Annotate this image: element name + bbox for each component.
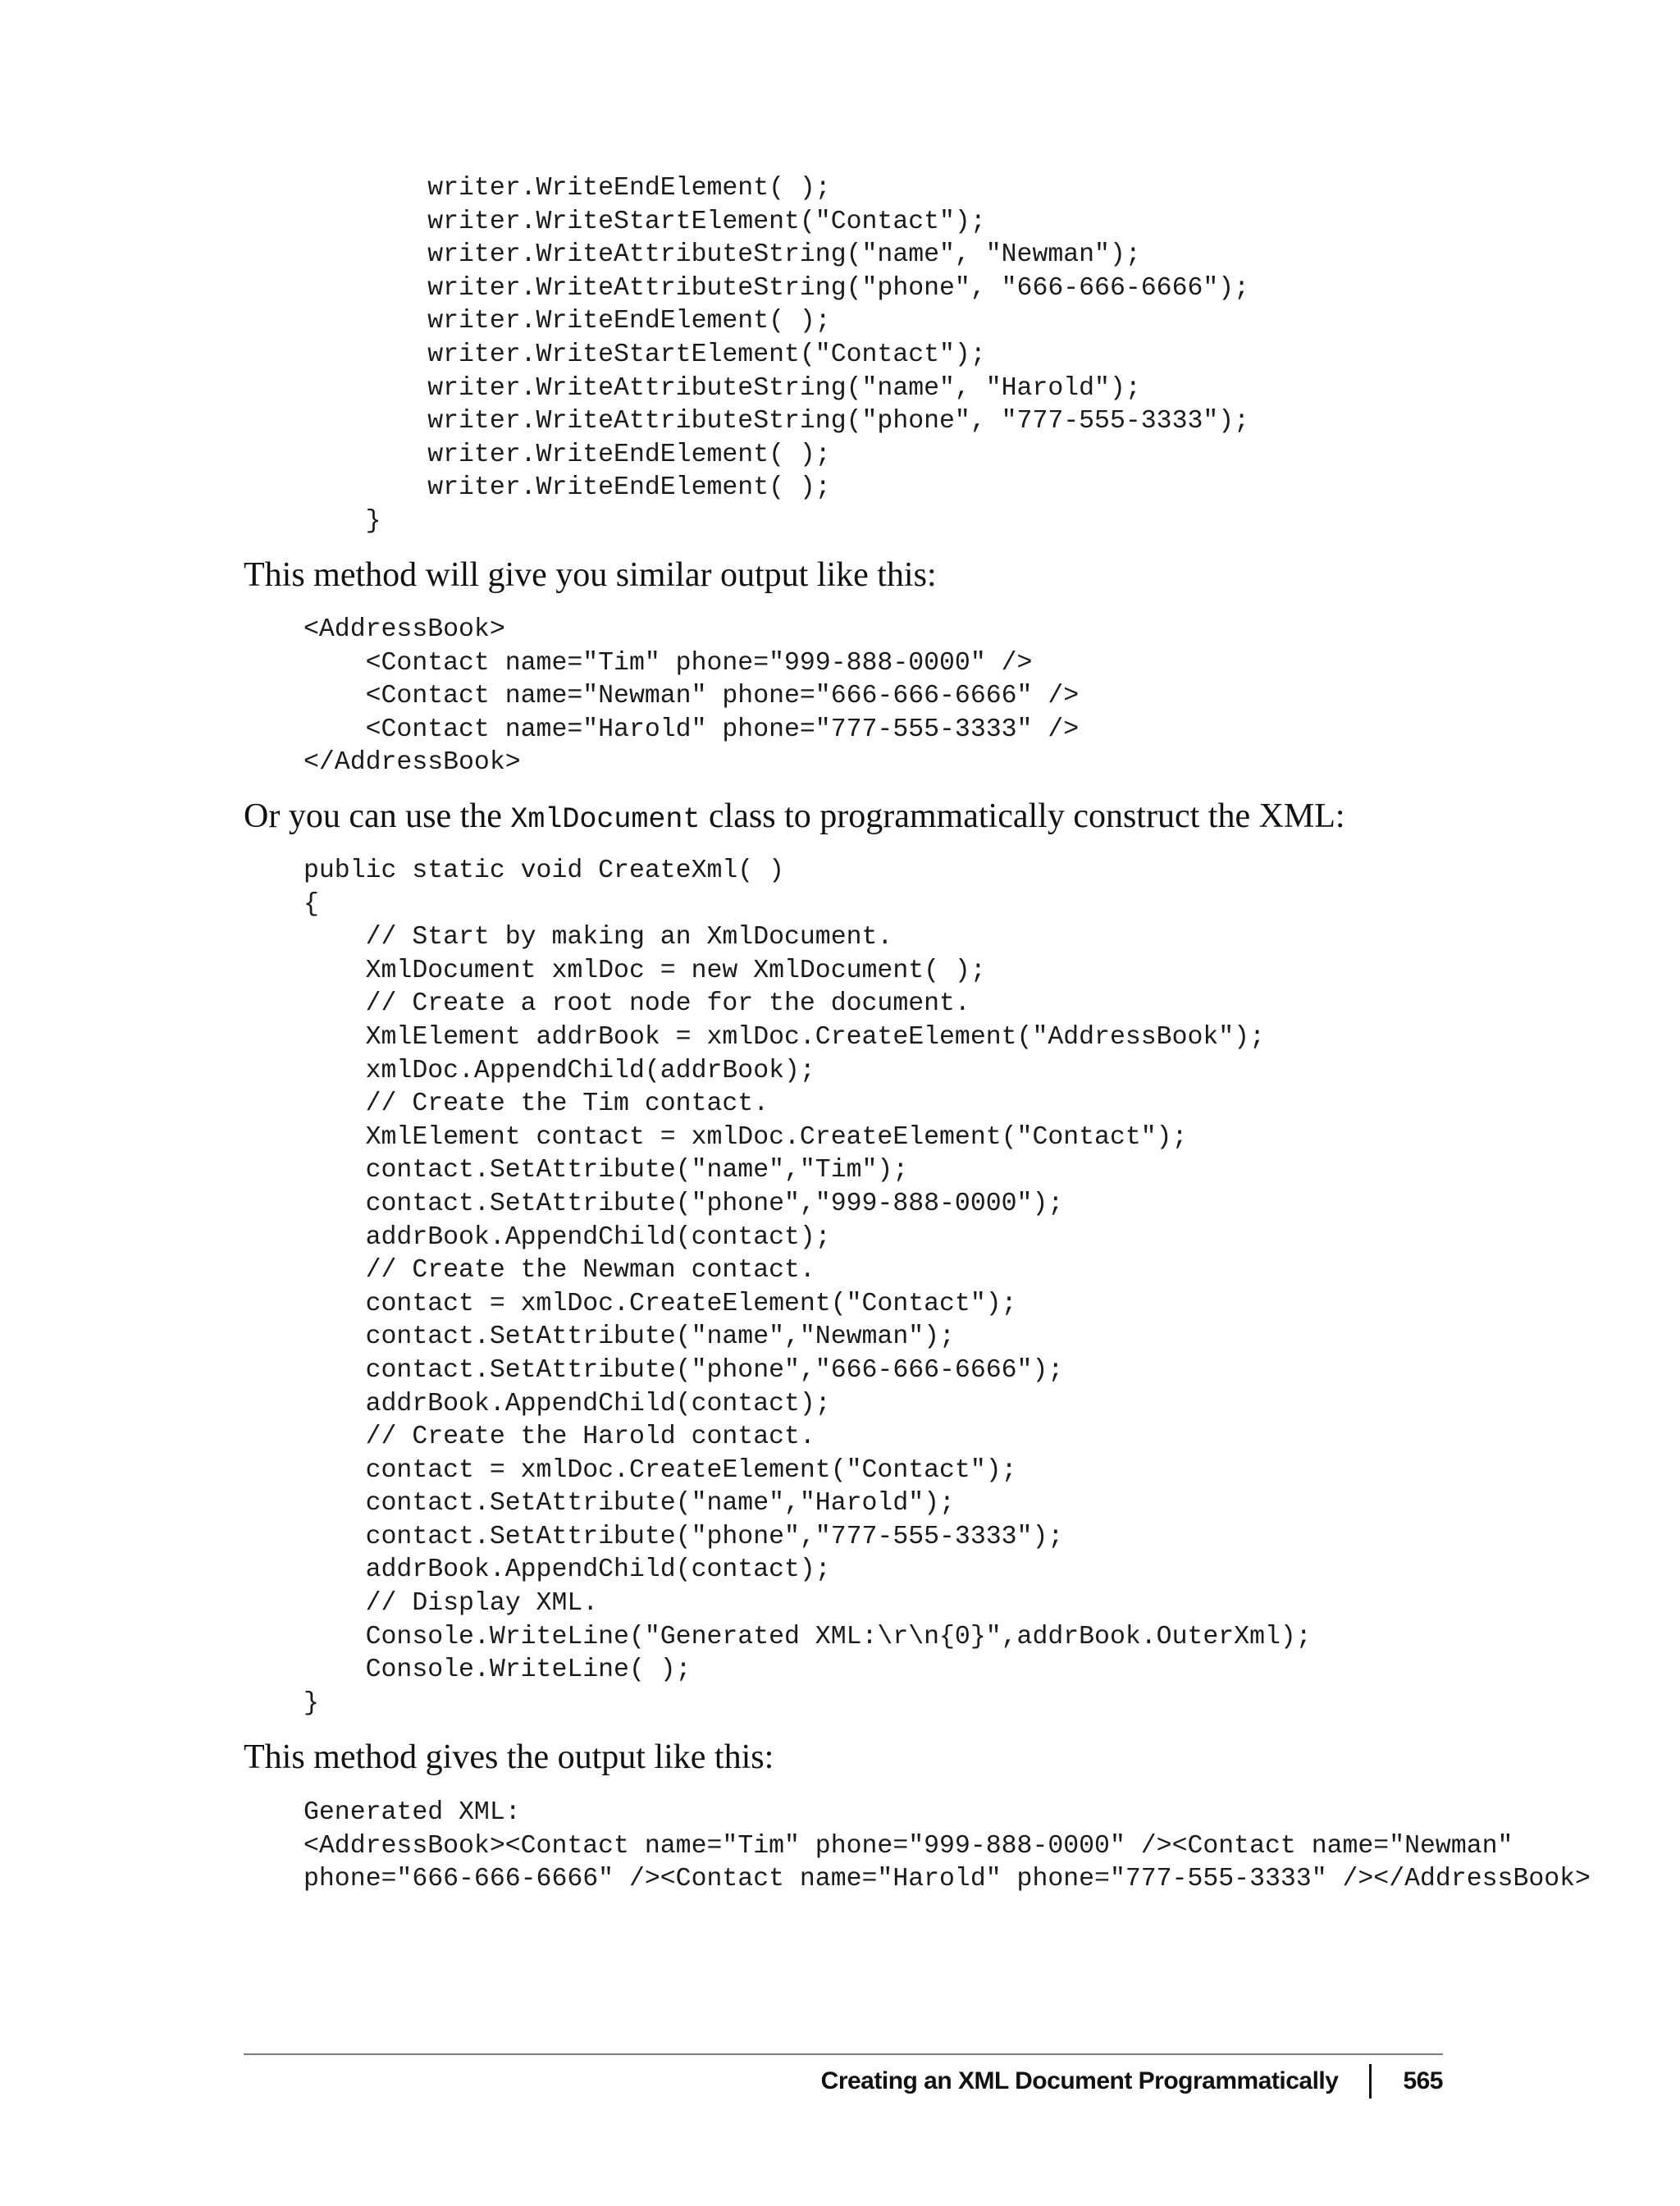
- code-line: addrBook.AppendChild(contact);: [304, 1389, 831, 1418]
- code-line: // Display XML.: [304, 1589, 599, 1619]
- code-line: XmlElement addrBook = xmlDoc.CreateElement("AddressBook");: [304, 1022, 1265, 1052]
- code-line: contact = xmlDoc.CreateElement("Contact");: [304, 1289, 1017, 1318]
- paragraph-xmldocument-intro: [244, 796, 1345, 840]
- code-line: Console.WriteLine( );: [304, 1656, 692, 1685]
- code-line: writer.WriteEndElement( );: [304, 174, 831, 203]
- paragraph-text-after: class to programmatically construct the XML:: [700, 797, 1345, 835]
- page-number: 565: [1403, 2067, 1443, 2094]
- code-line: writer.WriteEndElement( );: [304, 440, 831, 469]
- code-line: contact.SetAttribute("name","Harold");: [304, 1489, 955, 1519]
- code-block-createxml: [304, 855, 1312, 1720]
- code-line: contact.SetAttribute("name","Tim");: [304, 1156, 909, 1185]
- code-line: xmlDoc.AppendChild(addrBook);: [304, 1056, 815, 1085]
- code-line: Console.WriteLine("Generated XML:\r\n{0}",addrBook.OuterXml);: [304, 1622, 1312, 1651]
- code-line: // Create the Harold contact.: [304, 1423, 815, 1452]
- inline-code-xmldocument: XmlDocument: [510, 803, 701, 836]
- paragraph-output-intro: This method will give you similar output like this:: [244, 556, 937, 594]
- code-line: contact.SetAttribute("phone","666-666-6666");: [304, 1355, 1064, 1385]
- code-line: // Start by making an XmlDocument.: [304, 923, 893, 952]
- code-line: writer.WriteAttributeString("phone", "666-666-6666");: [304, 273, 1250, 303]
- code-line: // Create the Tim contact.: [304, 1089, 769, 1119]
- code-line: writer.WriteAttributeString("phone", "777-555-3333");: [304, 407, 1250, 436]
- code-line: writer.WriteStartElement("Contact");: [304, 207, 986, 236]
- code-line: </AddressBook>: [304, 748, 521, 778]
- code-line: contact.SetAttribute("phone","999-888-0000");: [304, 1189, 1064, 1218]
- code-line: contact.SetAttribute("name","Newman");: [304, 1322, 955, 1352]
- code-line: XmlDocument xmlDoc = new XmlDocument( );: [304, 956, 986, 985]
- code-line: writer.WriteEndElement( );: [304, 473, 831, 503]
- code-line: contact = xmlDoc.CreateElement("Contact");: [304, 1455, 1017, 1485]
- code-line: contact.SetAttribute("phone","777-555-3333");: [304, 1522, 1064, 1551]
- footer-section-title: Creating an XML Document Programmatically: [820, 2067, 1339, 2094]
- code-line: <Contact name="Tim" phone="999-888-0000" />: [304, 648, 1033, 678]
- paragraph-text-before: Or you can use the: [244, 797, 511, 835]
- code-line: addrBook.AppendChild(contact);: [304, 1222, 831, 1252]
- code-line: {: [304, 889, 319, 919]
- footer-rule: [244, 2053, 1443, 2055]
- code-line: <AddressBook><Contact name="Tim" phone="999-888-0000" /><Contact name="Newman": [304, 1831, 1513, 1861]
- code-line: writer.WriteAttributeString("name", "Harold");: [304, 373, 1141, 403]
- code-line: }: [304, 506, 381, 536]
- code-line: <AddressBook>: [304, 615, 505, 644]
- code-line: public static void CreateXml( ): [304, 856, 784, 885]
- code-line: // Create the Newman contact.: [304, 1256, 815, 1286]
- code-block-generated-output: [304, 1797, 1591, 1897]
- code-line: writer.WriteAttributeString("name", "Newman");: [304, 240, 1141, 270]
- code-line: writer.WriteEndElement( );: [304, 307, 831, 336]
- code-line: }: [304, 1688, 319, 1718]
- code-line: <Contact name="Harold" phone="777-555-3333" />: [304, 715, 1080, 744]
- code-block-writer: [304, 172, 1249, 539]
- page-footer: [821, 2062, 1443, 2100]
- code-line: addrBook.AppendChild(contact);: [304, 1555, 831, 1585]
- paragraph-output-intro-2: This method gives the output like this:: [244, 1738, 774, 1776]
- code-line: writer.WriteStartElement("Contact");: [304, 340, 986, 369]
- code-line: // Create a root node for the document.: [304, 989, 970, 1019]
- footer-separator: [1369, 2064, 1372, 2099]
- code-line: <Contact name="Newman" phone="666-666-6666" />: [304, 682, 1080, 711]
- code-line: Generated XML:: [304, 1798, 521, 1827]
- code-block-xml-output: [304, 614, 1079, 780]
- code-line: phone="666-666-6666" /><Contact name="Harold" phone="777-555-3333" /></AddressBook>: [304, 1865, 1591, 1894]
- code-line: XmlElement contact = xmlDoc.CreateElement("Contact");: [304, 1122, 1188, 1152]
